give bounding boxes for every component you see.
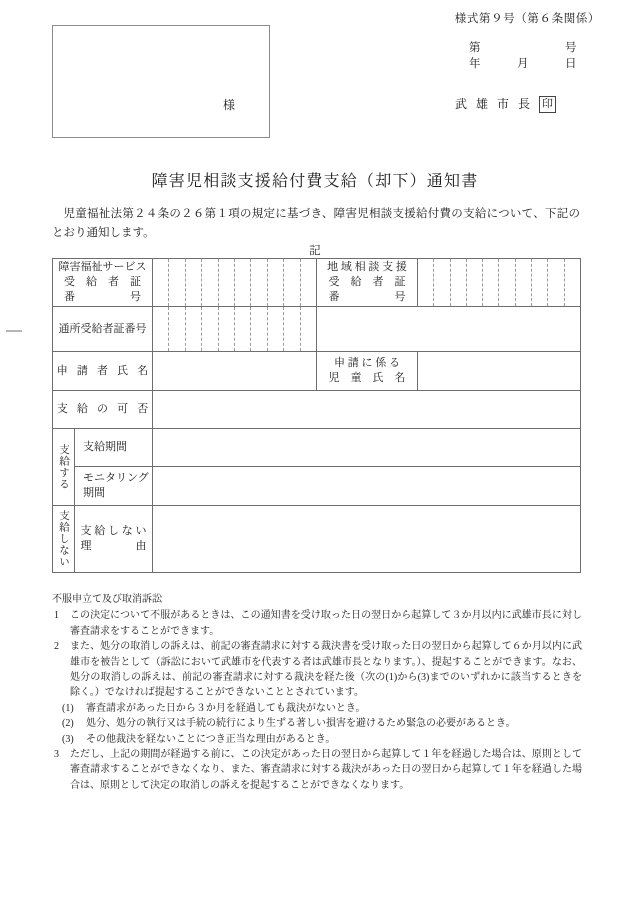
document-date-row — [455, 56, 605, 72]
legal-subitem — [52, 701, 582, 716]
label-line-3: 番 号 — [328, 291, 406, 303]
notification-table — [52, 258, 581, 573]
table-row — [53, 259, 581, 307]
table-row — [53, 307, 581, 352]
label-line-1: 障害福祉サービス — [58, 261, 147, 273]
label-line-2: 児 童 氏 名 — [328, 372, 406, 384]
document-number-label: 第 — [469, 42, 481, 54]
addressee-honorific: 様 — [222, 98, 235, 112]
table-row — [53, 352, 581, 391]
cell-label-tsuusho-number: 通所受給者証番号 — [53, 307, 153, 352]
cell-input-fukushi-service-number[interactable] — [153, 259, 317, 307]
cell-label-fukushi-service-number — [53, 259, 153, 307]
cell-label-child-name — [317, 352, 418, 391]
table-row — [53, 467, 581, 506]
cell-blank-row2[interactable] — [317, 307, 581, 352]
cell-label-reason-not-paid — [75, 506, 153, 573]
legal-subitem-number: (1) — [62, 702, 74, 714]
cell-input-payment-period[interactable] — [153, 429, 581, 467]
cell-label-shikyu-shinai-vertical — [53, 506, 75, 573]
intro-paragraph: 児童福祉法第２４条の２６第１項の規定に基づき、障害児相談支援給付費の支給について、下記のとおり通知します。 — [52, 208, 580, 239]
legal-subitem-text: 処分、処分の執行又は手続の続行により生ずる著しい損害を避けるため緊急の必要があるとき。 — [86, 718, 516, 730]
cell-input-monitoring-period[interactable] — [153, 467, 581, 506]
legal-item-number: 3 — [54, 749, 59, 761]
cell-input-reason-not-paid[interactable] — [153, 506, 581, 573]
legal-subitem-number: (2) — [62, 718, 74, 730]
vertical-label: 支給しない — [58, 510, 69, 568]
legal-subitem-number: (3) — [62, 733, 74, 745]
cell-input-tsuusho-number[interactable] — [153, 307, 317, 352]
addressee-box[interactable] — [52, 25, 270, 138]
legal-subitem-text: その他裁決を経ないことにつき正当な理由があるとき。 — [86, 733, 336, 745]
table-row — [53, 506, 581, 573]
year-label: 年 — [469, 58, 481, 70]
legal-item-text: この決定について不服があるときは、この通知書を受け取った日の翌日から起算して３か月以内に武雄市長に対し審査請求をすることができます。 — [70, 610, 582, 637]
issuer-name: 武 雄 市 長 — [455, 97, 534, 111]
label-line-1: 支 給 し な い — [80, 524, 147, 537]
label-line-2: 受 給 者 証 — [328, 276, 406, 288]
number-grid[interactable] — [153, 259, 316, 306]
vertical-label: 支給する — [58, 444, 69, 490]
day-label: 日 — [565, 58, 577, 70]
label-line-2: 期間 — [83, 487, 105, 499]
label-line-3: 番 号 — [64, 291, 141, 303]
label-line-2: 理 由 — [80, 539, 147, 552]
cell-label-applicant-name: 申 請 者 氏 名 — [53, 352, 153, 391]
issuer-line — [455, 95, 605, 113]
legal-notice — [52, 592, 582, 793]
document-number-row — [455, 40, 605, 56]
margin-tick-mark — [6, 330, 22, 332]
label-line-2: 受 給 者 証 — [64, 276, 141, 288]
seal-icon: 印 — [539, 96, 556, 113]
table-row — [53, 429, 581, 467]
page-title: 障害児相談支援給付費支給（却下）通知書 — [151, 173, 479, 190]
document-meta — [455, 40, 605, 72]
cell-input-applicant-name[interactable] — [153, 352, 317, 391]
legal-item — [52, 747, 582, 793]
legal-item — [52, 608, 582, 639]
ki-marker: 記 — [309, 245, 321, 257]
form-number: 様式第９号（第６条関係） — [454, 13, 600, 25]
number-grid[interactable] — [153, 307, 316, 351]
legal-item — [52, 639, 582, 701]
legal-subitem-text: 審査請求があった日から３か月を経過しても裁決がないとき。 — [86, 702, 366, 714]
document-number-unit: 号 — [565, 42, 577, 54]
legal-subitem — [52, 716, 582, 731]
cell-input-payment-approval[interactable] — [153, 391, 581, 429]
label-line-1: 申 請 に 係 る — [334, 357, 400, 369]
legal-heading: 不服申立て及び取消訴訟 — [52, 594, 162, 605]
cell-label-chiiki-soudan-number — [317, 259, 418, 307]
number-grid[interactable] — [418, 259, 580, 306]
cell-label-payment-period: 支給期間 — [75, 429, 153, 467]
cell-input-chiiki-soudan-number[interactable] — [418, 259, 581, 307]
legal-item-number: 1 — [54, 610, 59, 622]
cell-input-child-name[interactable] — [418, 352, 581, 391]
legal-subitem — [52, 732, 582, 747]
cell-label-payment-approval: 支 給 の 可 否 — [53, 391, 153, 429]
legal-item-text: また、処分の取消しの訴えは、前記の審査請求に対する裁決書を受け取った日の翌日から起算して６か月以内に武雄市を被告として（訴訟において武雄市を代表する者は武雄市長となります。）、提起することができます。なお、処分の取消しの訴えは、前記の審査請求に対する裁決を経た後（次の(1)から(3)までのいずれかに該当するときを除く。）でなければ提起することができないこととされています。 — [70, 641, 582, 699]
legal-item-text: ただし、上記の期間が経過する前に、この決定があった日の翌日から起算して１年を経過した場合は、原則として審査請求することができなくなり、また、審査請求に対する裁決があった日の翌日から起算して１年を経過した場合は、原則として決定の取消しの訴えを提起することができなくなります。 — [70, 749, 582, 791]
label-line-1: モニタリング — [83, 472, 149, 484]
table-row — [53, 391, 581, 429]
label-line-1: 地 域 相 談 支 援 — [327, 261, 407, 273]
month-label: 月 — [517, 58, 529, 70]
cell-label-shikyu-suru-vertical — [53, 429, 75, 506]
cell-label-monitoring-period — [75, 467, 153, 506]
legal-item-number: 2 — [54, 641, 59, 653]
